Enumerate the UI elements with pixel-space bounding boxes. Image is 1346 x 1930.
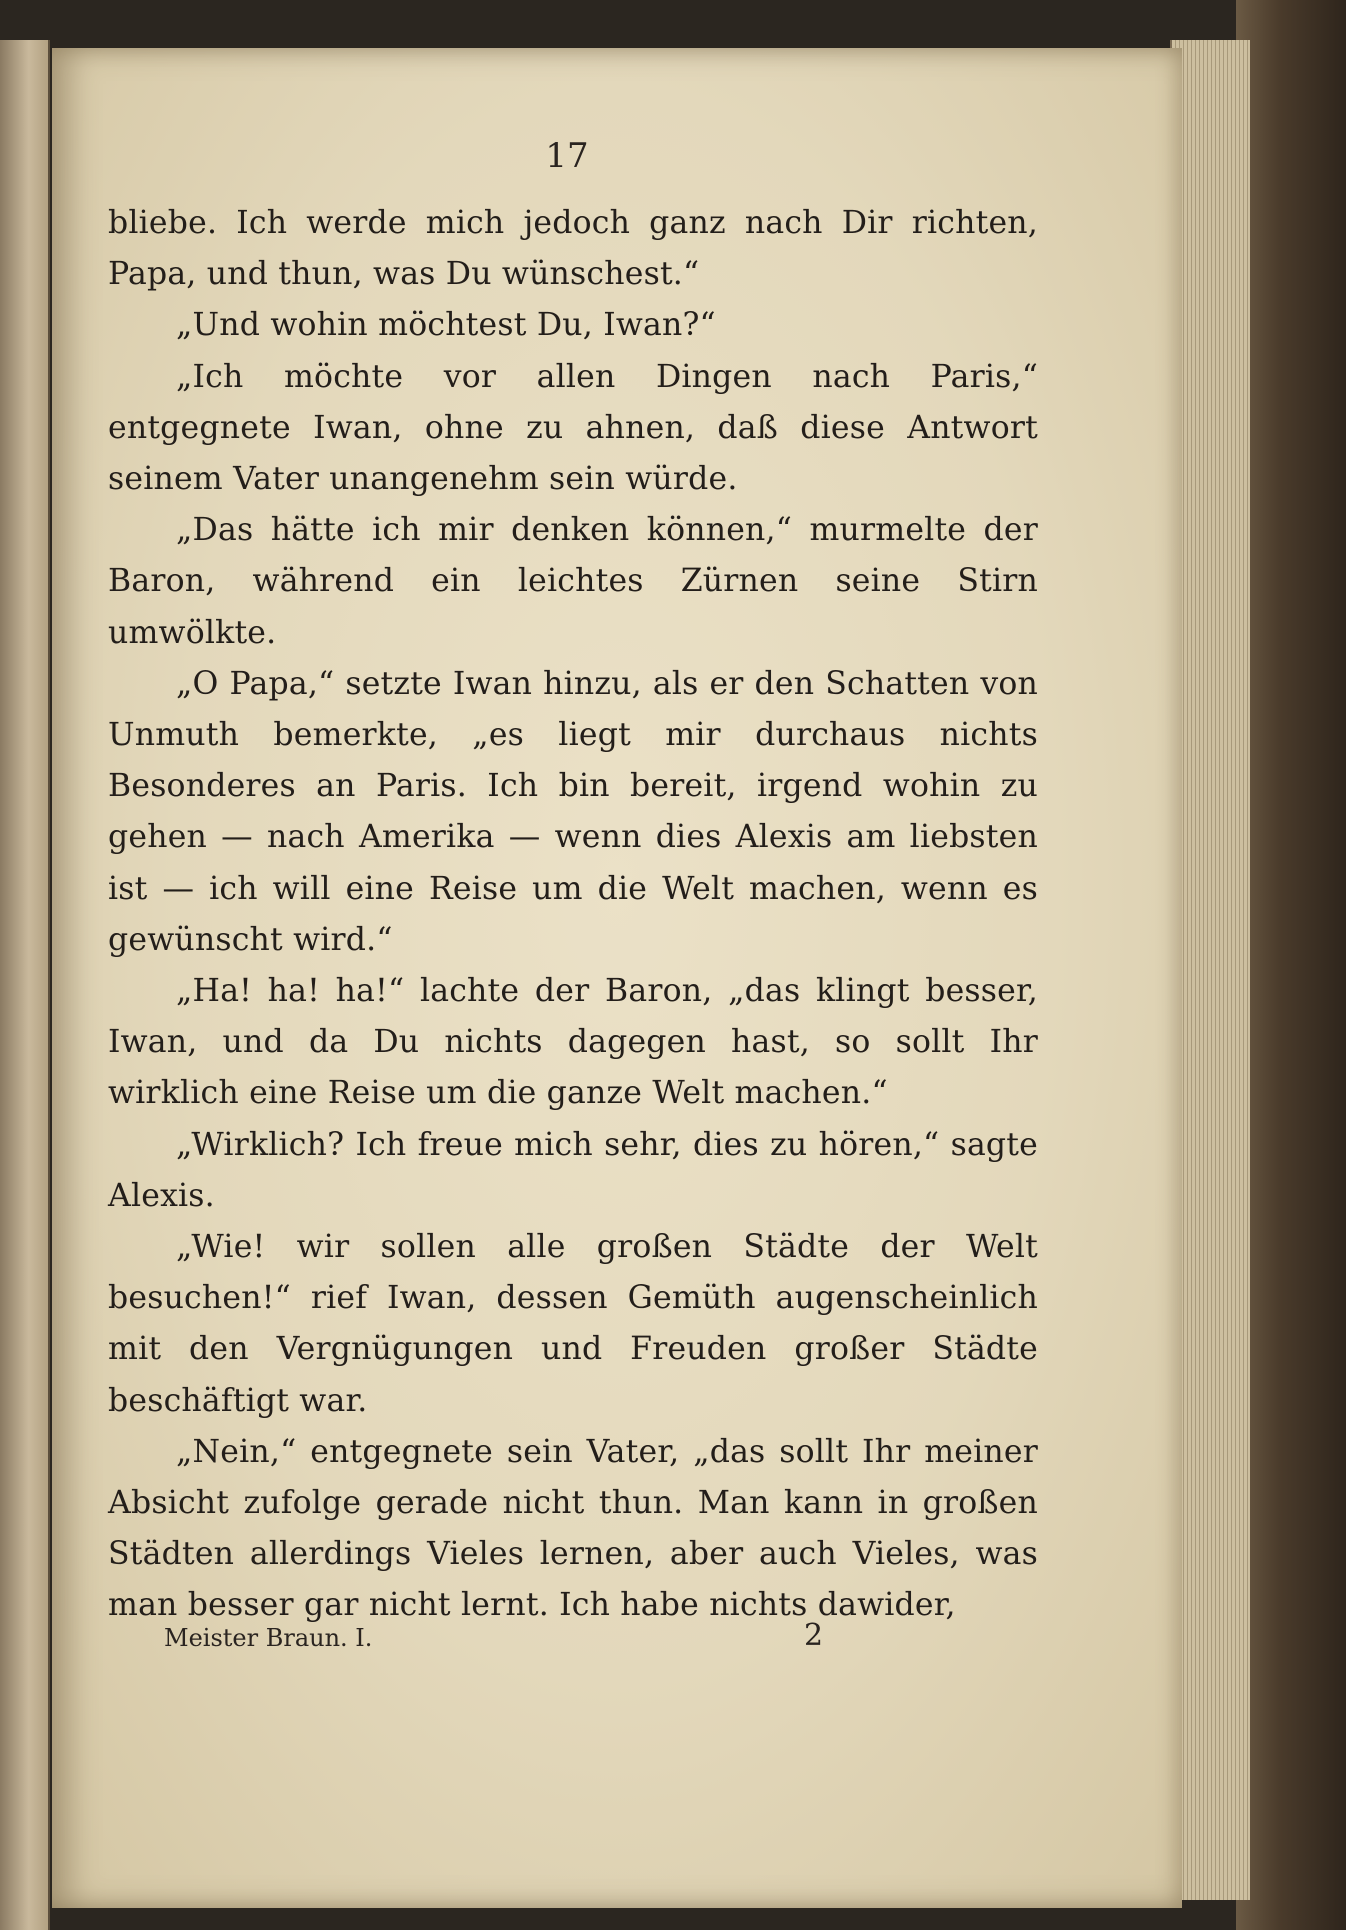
paragraph: „Wie! wir sollen alle großen Städte der Welt besuchen!“ rief Iwan, dessen Gemüth augenscheinlich mit den Vergnügungen und Freuden großer Städte beschäftigt war. [108,1229,1038,1419]
paragraph: „Nein,“ entgegnete sein Vater, „das sollt Ihr meiner Absicht zufolge gerade nicht thun. Man kann in großen Städten allerdings Vieles lernen, aber auch Vieles, was man besser gar nicht lernt. Ich habe nichts dawider, [108,1433,1038,1624]
paragraph: „Ha! ha! ha!“ lachte der Baron, „das klingt besser, Iwan, und da Du nichts dagegen hast, so sollt Ihr wirklich eine Reise um die ganze Welt machen.“ [108,973,1038,1112]
page-footer [52,1618,1182,1664]
paragraph: „O Papa,“ setzte Iwan hinzu, als er den Schatten von Unmuth bemerkte, „es liegt mir durchaus nichts Besonderes an Paris. Ich bin bereit, irgend wohin zu gehen — nach Amerika — wenn dies Alexis am liebsten ist — ich will eine Reise um die Welt machen, wenn es gewünscht wird.“ [108,665,1038,958]
paragraph: „Das hätte ich mir denken können,“ murmelte der Baron, während ein leichtes Zürnen seine Stirn umwölkte. [108,512,1038,651]
paragraph: „Ich möchte vor allen Dingen nach Paris,“ entgegnete Iwan, ohne zu ahnen, daß diese Antwort seinem Vater unangenehm sein würde. [108,358,1038,498]
footer-signature: Meister Braun. I. [164,1624,373,1652]
previous-page-edge [0,40,50,1930]
book-cover-edge [1236,0,1346,1930]
body-text [108,198,1038,1632]
page-stack-edge [1170,40,1250,1900]
footer-sheet-number: 2 [804,1618,824,1653]
paragraph: bliebe. Ich werde mich jedoch ganz nach Dir richten, Papa, und thun, was Du wünschest.“ [108,205,1038,293]
paragraph: „Und wohin möchtest Du, Iwan?“ [176,307,716,344]
book-page [52,48,1182,1908]
page-number: 17 [545,136,589,176]
paragraph: „Wirklich? Ich freue mich sehr, dies zu hören,“ sagte Alexis. [108,1126,1038,1214]
